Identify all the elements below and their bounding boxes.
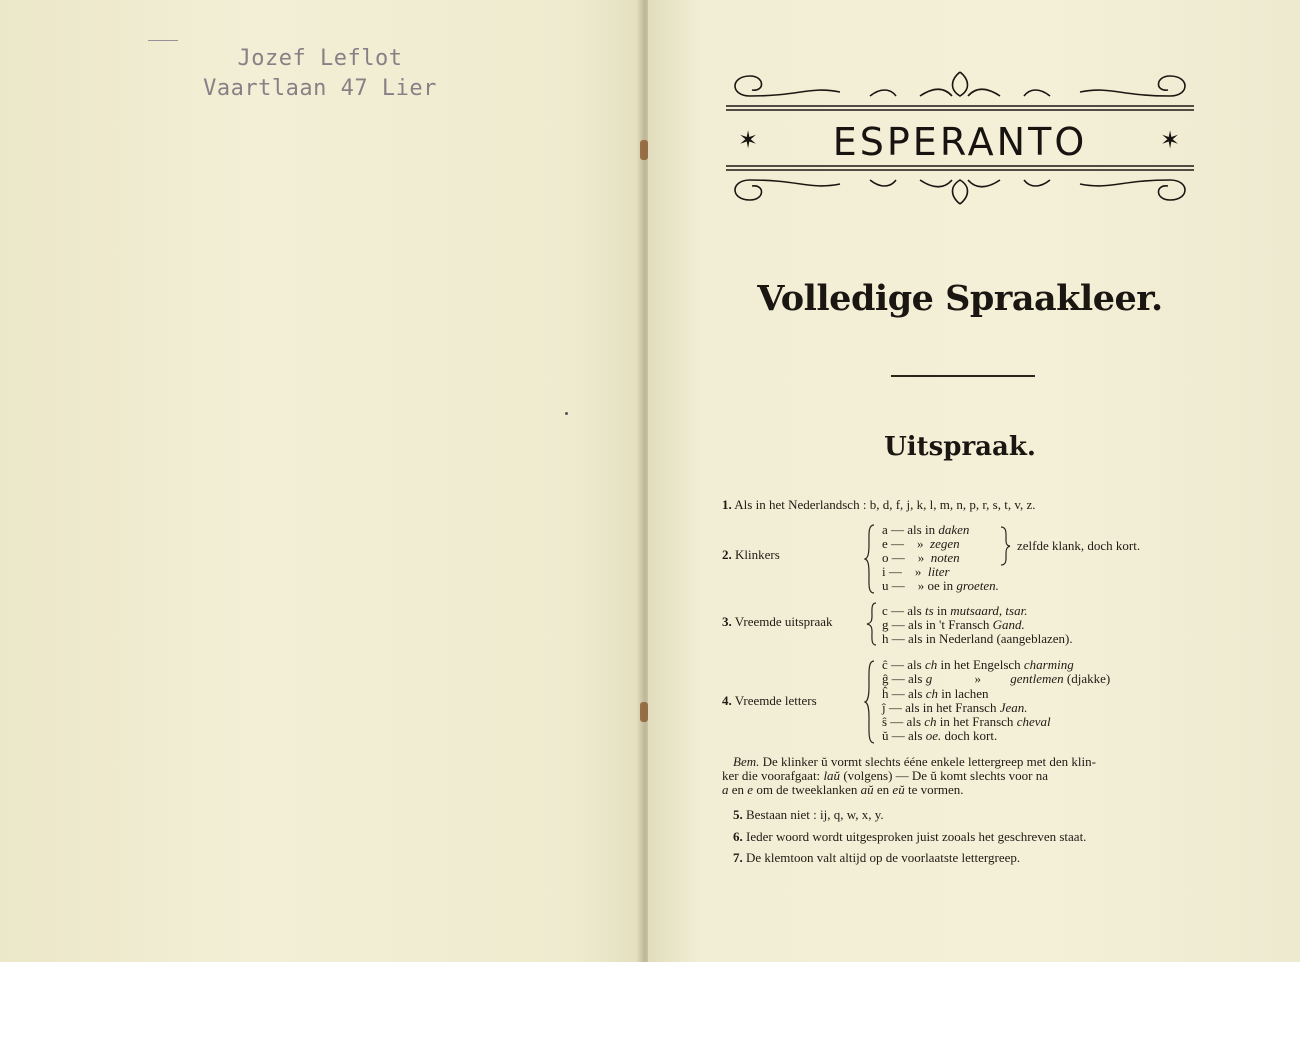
paper-speck [565,412,568,415]
stamp-dash [148,40,178,41]
list-item: ĉ — als ch in het Engelsch charming [882,657,1074,672]
bem-line-2: ker die voorafgaat: laŭ (volgens) — De ŭ komt slechts voor na [722,768,1049,783]
rule-7: 7. De klemtoon valt altijd op de voorlaatste lettergreep. [733,850,1021,865]
staple-top [640,140,648,160]
star-icon: ✶ [738,128,759,154]
star-icon: ✶ [1160,128,1181,154]
list-item: u — » oe in groeten. [882,578,999,593]
list-item: a — als in daken [882,522,970,537]
list-item: ŭ — als oe. doch kort. [882,728,998,743]
section-title: Uitspraak. [884,432,1036,462]
title-ornament [720,66,1200,216]
rule-3-label: 3. Vreemde uitspraak [722,614,833,629]
bem-line-1: Bem. De klinker ŭ vormt slechts ééne enkele lettergreep met den klin- [733,754,1096,769]
list-item: ĝ — als g » gentlemen (djakke) [882,671,1111,686]
list-item: ĥ — als ch in lachen [882,686,989,701]
ornament-title: ESPERANTO [832,120,1088,164]
list-item: c — als ts in mutsaard, tsar. [882,603,1028,618]
list-item: g — als in 't Fransch Gand. [882,617,1025,632]
left-brace-icon [866,602,878,646]
rule-5: 5. Bestaan niet : ij, q, w, x, y. [733,807,884,822]
stamp-name: Jozef Leflot [237,46,403,71]
rule-2-label: 2. Klinkers [722,547,780,562]
rule-1: 1. Als in het Nederlandsch : b, d, f, j, k, l, m, n, p, r, s, t, v, z. [722,497,1036,512]
rule-6: 6. Ieder woord wordt uitgesproken juist zooals het geschreven staat. [733,829,1087,844]
rule-4-label: 4. Vreemde letters [722,693,817,708]
owner-stamp [180,44,460,104]
list-item: o — » noten [882,550,960,565]
right-brace-icon [999,526,1011,566]
left-page [0,0,640,962]
list-item: h — als in Nederland (aangeblazen). [882,631,1073,646]
list-item: e — » zegen [882,536,960,551]
left-brace-icon [864,524,876,594]
staple-bottom [640,702,648,722]
left-brace-icon [864,660,876,744]
klinkers-note: zelfde klank, doch kort. [1017,538,1141,553]
list-item: i — » liter [882,564,950,579]
list-item: ĵ — als in het Fransch Jean. [882,700,1028,715]
main-title: Volledige Spraakleer. [757,278,1163,319]
stamp-address: Vaartlaan 47 Lier [203,76,437,101]
title-divider [891,375,1035,377]
bem-line-3: a en e om de tweeklanken aŭ en eŭ te vormen. [722,782,964,797]
list-item: ŝ — als ch in het Fransch cheval [882,714,1051,729]
